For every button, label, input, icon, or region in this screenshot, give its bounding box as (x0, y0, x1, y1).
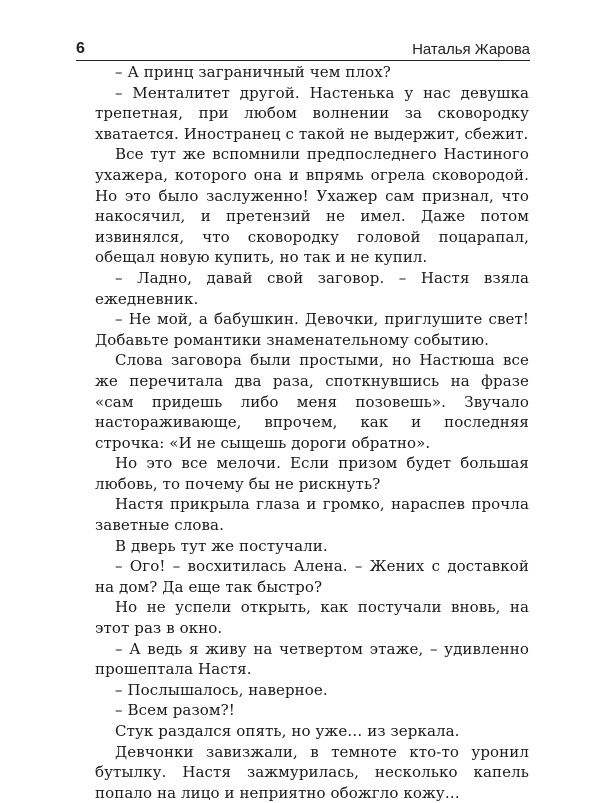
paragraph: – А принц заграничный чем плох? (115, 63, 391, 81)
paragraph: – Менталитет другой. Настенька у нас девушка трепетная, при любом волнении за сковородку хватается. Иностранец с такой не выдержит, сбежит. (95, 83, 529, 143)
header-rule (76, 60, 530, 61)
paragraph: Слова заговора были простыми, но Настюша все же перечитала два раза, споткнувшись на фразе «сам придешь либо меня позовешь». Звучало настораживающе, впрочем, как и последняя строчка: «И не сыщешь дороги обратно». (95, 351, 529, 452)
paragraph: Все тут же вспомнили предпоследнего Настиного ухажера, которого она и впрямь огрела сковородой. Но это было заслуженно! Ухажер сам признал, что накосячил, и претензий не имел. Даже потом извинялся, что сковородку головой поцарапал, обещал новую купить, но так и не купил. (95, 145, 529, 267)
text-body (95, 62, 529, 803)
paragraph: – А ведь я живу на четвертом этаже, – удивленно прошептала Настя. (95, 639, 529, 679)
paragraph: – Всем разом?! (115, 701, 235, 720)
paragraph: Стук раздался опять, но уже… из зеркала. (115, 722, 460, 740)
paragraph: Девчонки завизжали, в темноте кто-то уронил бутылку. Настя зажмурилась, несколько капель попало на лицо и неприятно обожгло кожу… (95, 742, 529, 802)
paragraph: Но не успели открыть, как постучали вновь, на этот раз в окно. (95, 598, 529, 638)
paragraph: – Ого! – восхитилась Алена. – Жених с доставкой на дом? Да еще так быстро? (95, 557, 529, 596)
running-header (76, 34, 530, 58)
paragraph: Настя прикрыла глаза и громко, нараспев прочла заветные слова. (95, 495, 529, 535)
paragraph: Но это все мелочи. Если призом будет большая любовь, то почему бы не рискнуть? (95, 454, 529, 493)
running-header-author: Наталья Жарова (412, 41, 530, 58)
page-number: 6 (76, 40, 85, 57)
paragraph: – Не мой, а бабушкин. Девочки, приглушите свет! Добавьте романтики знаменательному событию. (95, 310, 529, 349)
paragraph: В дверь тут же постучали. (115, 536, 328, 555)
paragraph: – Послышалось, наверное. (115, 680, 328, 699)
paragraph: – Ладно, давай свой заговор. – Настя взяла ежедневник. (95, 268, 529, 308)
